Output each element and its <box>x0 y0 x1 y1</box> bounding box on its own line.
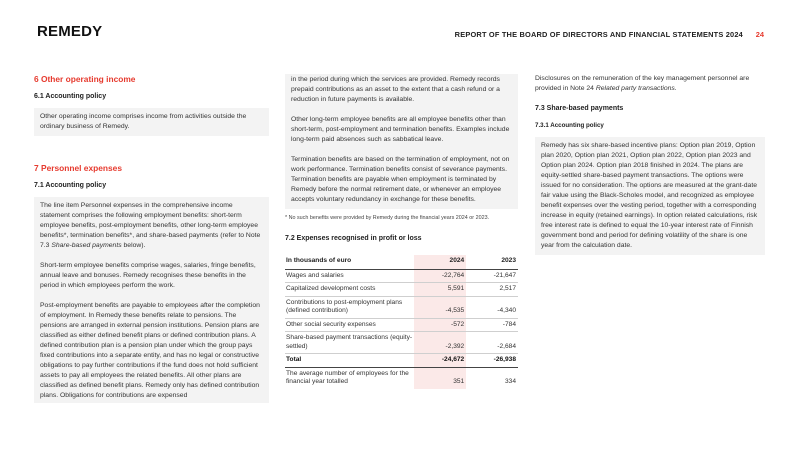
report-title: REPORT OF THE BOARD OF DIRECTORS AND FINANCIAL STATEMENTS 2024 <box>454 30 743 39</box>
section-6-1-title: 6.1 Accounting policy <box>34 93 107 100</box>
column-left <box>34 74 269 403</box>
company-logo: REMEDY <box>37 23 103 40</box>
table-cell: Contributions to post-employment plans (defined contribution) <box>285 296 414 318</box>
column-middle <box>285 74 518 389</box>
section-6-policy-text: Other operating income comprises income from activities outside the ordinary business of Remedy. <box>40 113 247 130</box>
table-average-row <box>285 367 518 389</box>
share-based-policy-box <box>535 137 765 255</box>
table-cell: -26,938 <box>466 354 518 368</box>
column-right <box>535 74 765 255</box>
policy-paragraph: Short-term employee benefits comprise wages, salaries, fringe benefits, annual leave and bonuses. Remedy recognises these benefits in the period in which employees perform the work. <box>40 262 256 289</box>
section-6-policy-box <box>34 108 269 136</box>
table-cell: -2,392 <box>414 332 466 354</box>
table-cell: -4,535 <box>414 296 466 318</box>
table-cell: -21,647 <box>466 269 518 283</box>
table-header-cell: 2023 <box>466 255 518 269</box>
table-cell: Other social security expenses <box>285 318 414 332</box>
page-number: 24 <box>755 30 764 39</box>
policy-paragraph: Post-employment benefits are payable to employees after the completion of employment. In Remedy these benefits relate to pensions. The pensions are arranged in external pension institutions. Pension plans are classified as either defined benefit plans or defined contribution plans. A defined contribution plan is a pension plan under which the group pays fixed contributions into a separate entity, and has no legal or constructive obligations to pay further contributions if the fund does not hold sufficient assets to pay all employees the related benefits. All other plans are classified as defined benefit plans. Remedy only has defined contribution plans. Obligations for contributions are expensed <box>40 302 260 399</box>
table-cell: Capitalized development costs <box>285 283 414 297</box>
policy-paragraph: Termination benefits are based on the termination of employment, not on work performance. Termination benefits consist of severance payments. Termination benefits are payable when employment is terminated by Remedy before the normal retirement date, or whenever an employee accepts voluntary redundancy in exchange for these benefits. <box>291 156 510 203</box>
remuneration-intro <box>535 74 765 94</box>
table-cell: -22,764 <box>414 269 466 283</box>
table-row <box>285 296 518 318</box>
policy-paragraph: in the period during which the services are provided. Remedy records prepaid contributions as an asset to the extent that a cash refund or a reduction in future payments is available. <box>291 76 500 103</box>
table-row <box>285 332 518 354</box>
table-header-cell: 2024 <box>414 255 466 269</box>
table-cell: The average number of employees for the financial year totalled <box>286 369 409 385</box>
section-7-1-title: 7.1 Accounting policy <box>34 182 107 189</box>
section-7-2-title: 7.2 Expenses recognised in profit or loss <box>285 235 422 242</box>
table-header-cell: In thousands of euro <box>285 255 414 269</box>
policy-paragraph: Remedy has six share-based incentive plans: Option plan 2019, Option plan 2020, Option plan 2021, Option plan 2022, Option plan 2023 and Option plan 2024. Option plan 2018 finished in 2024. The plans are equity-settled share-based payment transactions. The options were issued for no consideration. The options are measured at the grant-date fair value using the Black-Scholes model, and recognized as employee benefit expenses over the vesting period, together with a corresponding increase in equity (retained earnings). In option related calculations, risk free interest rate is defined to equal the 10-year interest rate of Finnish government bond and period for defining volatility of the share is one year from the calculation date. <box>541 142 758 249</box>
table-total-row <box>285 354 518 368</box>
table-cell: -784 <box>466 318 518 332</box>
table-cell: Wages and salaries <box>285 269 414 283</box>
section-7-3-1-title: 7.3.1 Accounting policy <box>535 122 604 129</box>
intro-paragraph: Disclosures on the remuneration of the key management personnel are provided in Note 24 Related party transactions. <box>535 75 750 92</box>
section-7-policy-box-continued <box>285 74 518 209</box>
table-row <box>285 318 518 332</box>
table-row <box>285 283 518 297</box>
table-cell: -572 <box>414 318 466 332</box>
table-cell: 2,517 <box>466 283 518 297</box>
expenses-table <box>285 255 518 389</box>
section-7-title: 7 Personnel expenses <box>34 163 122 173</box>
policy-paragraph: Other long-term employee benefits are all employee benefits other than short-term, post-employment and termination benefits. Examples include long-term paid absences such as sabbatical leave. <box>291 116 510 143</box>
policy-paragraph: The line item Personnel expenses in the comprehensive income statement comprises the following employment benefits: short-term employee benefits, post-employment benefits, other long-term employee benefits*, termination benefits*, and share-based payments (refer to Note 7.3 Share-based payments below). <box>40 202 261 249</box>
section-7-policy-box <box>34 197 269 403</box>
table-header-row <box>285 255 518 269</box>
table-cell: -4,340 <box>466 296 518 318</box>
table-cell: Total <box>285 354 414 368</box>
section-6-title: 6 Other operating income <box>34 74 136 84</box>
table-cell: 5,591 <box>414 283 466 297</box>
table-cell: -24,672 <box>414 354 466 368</box>
footnote: * No such benefits were provided by Remedy during the financial years 2024 or 2023. <box>285 215 490 221</box>
section-7-3-title: 7.3 Share-based payments <box>535 105 624 112</box>
table-cell: -2,684 <box>466 332 518 354</box>
page-header <box>0 0 800 46</box>
table-cell: 351 <box>414 367 466 389</box>
table-row <box>285 269 518 283</box>
table-cell: 334 <box>504 378 516 385</box>
table-cell: Share-based payment transactions (equity-settled) <box>285 332 414 354</box>
